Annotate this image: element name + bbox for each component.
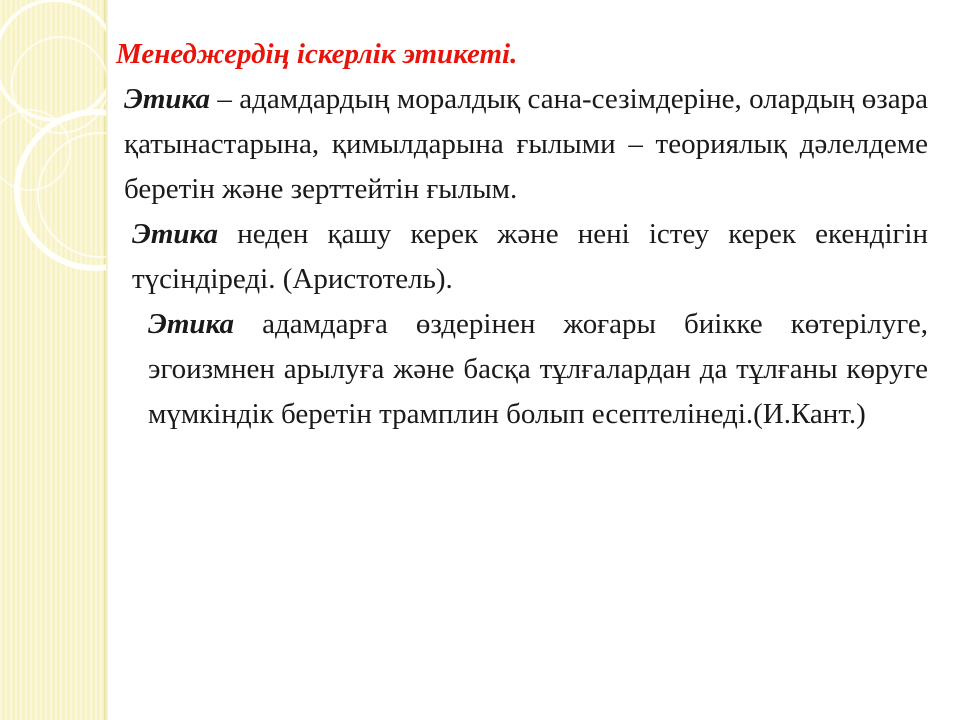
paragraph-2-term: Этика xyxy=(132,218,219,250)
paragraph-1-term: Этика xyxy=(124,83,211,115)
paragraph-2 xyxy=(116,212,928,302)
slide-content xyxy=(116,32,928,437)
slide-title: Менеджердің іскерлік этикеті. xyxy=(116,38,518,70)
paragraph-1-text: – адамдардың моралдық сана-сезімдеріне, олардың өзара қатынастарына, қимылдарына ғылыми – теориялық дәлелдеме беретін және зерттейтін ғылым. xyxy=(124,83,928,205)
paragraph-3-text: адамдарға өздерінен жоғары биікке көтерілуге, эгоизмнен арылуға және басқа тұлғалардан да тұлғаны көруге мүмкіндік беретін трамплин болып есептелінеді.(И.Кант.) xyxy=(148,308,928,430)
paragraph-1 xyxy=(116,77,928,212)
paragraph-2-text: неден қашу керек және нені істеу керек екендігін түсіндіреді. (Аристотель). xyxy=(132,218,928,295)
decorative-circles xyxy=(0,0,106,290)
paragraph-3-term: Этика xyxy=(148,308,235,340)
paragraph-3 xyxy=(116,302,928,437)
